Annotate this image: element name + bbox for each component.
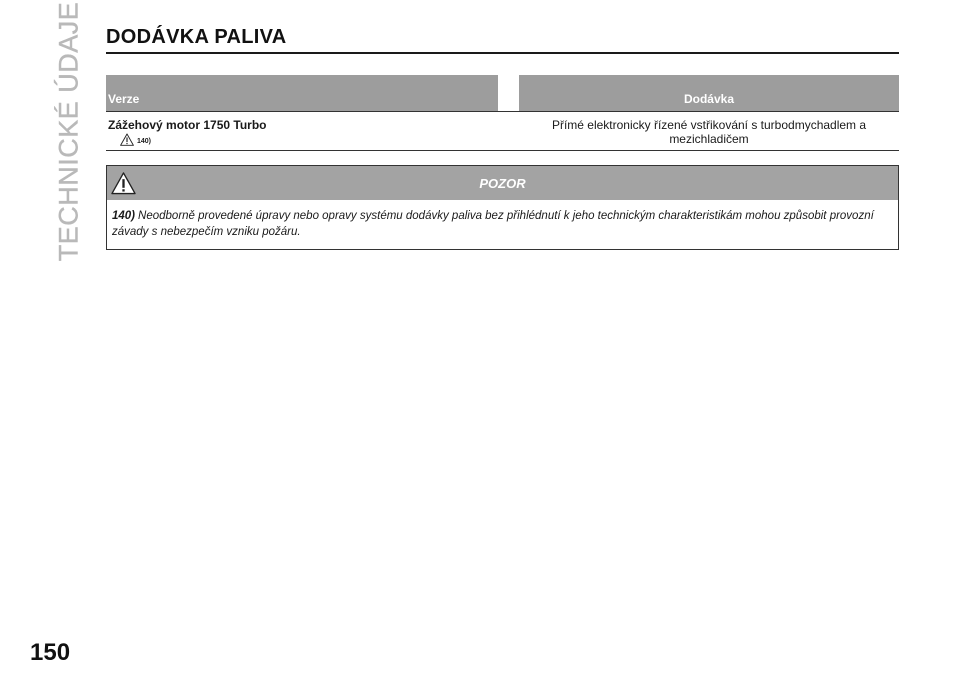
cell-engine [106,112,498,151]
warning-triangle-icon [111,171,136,195]
header-gap [498,75,519,112]
reference-marker [108,133,496,146]
warning-header [107,166,898,200]
warning-triangle-icon [120,133,134,146]
fuel-supply-table [106,75,899,151]
cell-supply: Přímé elektronicky řízené vstřikování s turbodmychadlem a mezichladičem [519,112,899,151]
warning-reference: 140) [112,210,136,222]
table-header-row [106,75,899,112]
engine-name: Zážehový motor 1750 Turbo [108,118,267,132]
header-supply: Dodávka [519,75,899,112]
warning-box [106,165,899,250]
chapter-label: TECHNICKÉ ÚDAJE [53,1,84,261]
chapter-side-tab [52,1,86,261]
warning-title: POZOR [479,175,526,191]
cell-gap [498,112,519,151]
reference-number: 140) [137,138,152,145]
page-number: 150 [30,639,71,666]
page-content [106,26,899,250]
warning-text: Neodborně provedené úpravy nebo opravy systému dodávky paliva bez přihlédnutí k jeho technickým charakteristikám mohou způsobit provozní závady s nebezpečím vzniku požáru. [112,210,874,238]
header-version: Verze [106,75,498,112]
section-title: DODÁVKA PALIVA [106,26,899,54]
warning-body [107,200,898,249]
table-row [106,112,899,151]
